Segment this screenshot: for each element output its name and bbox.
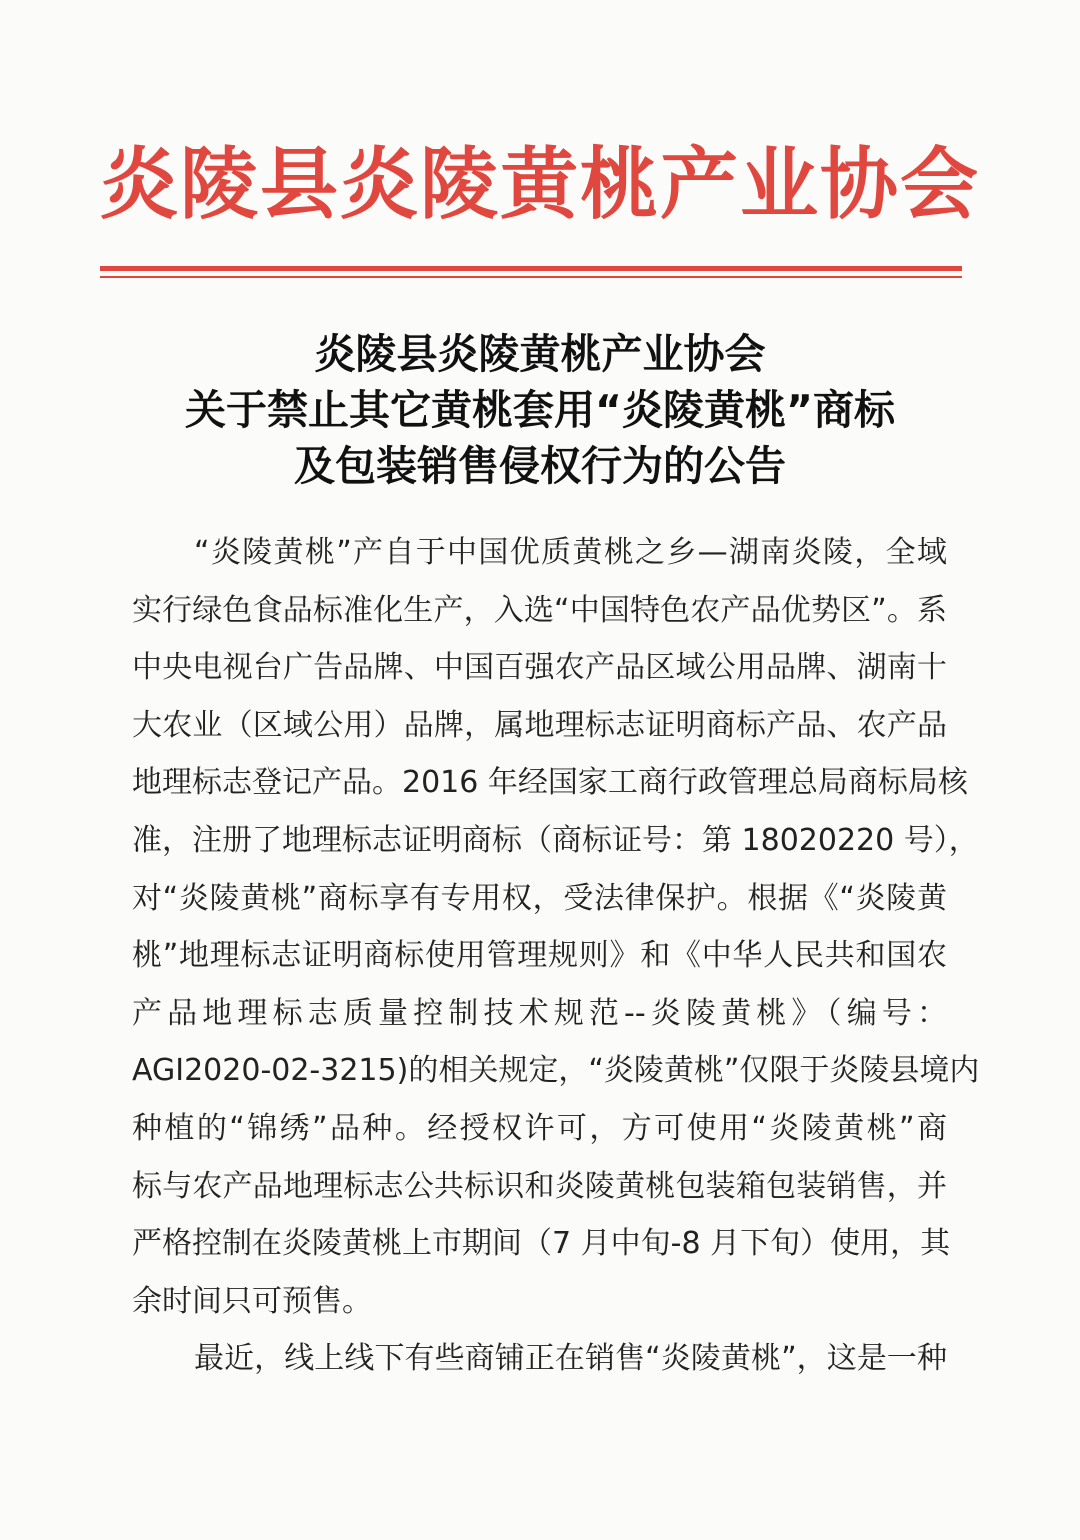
- notice-body: [132, 524, 980, 1388]
- notice-title-line: 炎陵县炎陵黄桃产业协会: [314, 330, 766, 378]
- paragraph-1-line: 对“炎陵黄桃”商标享有专用权，受法律保护。根据《“炎陵黄: [132, 880, 947, 916]
- paragraph-1-line: 严格控制在炎陵黄桃上市期间（7 月中旬-8 月下旬）使用，其: [132, 1226, 951, 1262]
- paragraph-1-line: 中央电视台广告品牌、中国百强农产品区域公用品牌、湖南十: [132, 650, 947, 686]
- letterhead-org-name: 炎陵县炎陵黄桃产业协会: [99, 140, 980, 230]
- paragraph-1-line: 地理标志登记产品。2016 年经国家工商行政管理总局商标局核: [132, 765, 968, 801]
- paragraph-1-line: 产品地理标志质量控制技术规范--炎陵黄桃》（编号：: [132, 995, 947, 1031]
- paragraph-1-line: AGI2020-02-3215)的相关规定，“炎陵黄桃”仅限于炎陵县境内: [132, 1053, 980, 1089]
- notice-title: [0, 326, 1080, 494]
- letterhead-rule-thin: [100, 276, 962, 278]
- paragraph-1-line: 余时间只可预售。: [132, 1283, 372, 1319]
- letterhead-rule-thick: [100, 266, 962, 271]
- paragraph-1-line: 准，注册了地理标志证明商标（商标证号：第 18020220 号），: [132, 822, 979, 858]
- paragraph-1-line: 种植的“锦绣”品种。经授权许可，方可使用“炎陵黄桃”商: [132, 1110, 947, 1146]
- paragraph-1-line: 实行绿色食品标准化生产，入选“中国特色农产品优势区”。系: [132, 592, 947, 628]
- paragraph-1-line: 桃”地理标志证明商标使用管理规则》和《中华人民共和国农: [132, 938, 947, 974]
- paragraph-1-line: 大农业（区域公用）品牌，属地理标志证明商标产品、农产品: [132, 707, 947, 743]
- paragraph-1-line: “炎陵黄桃”产自于中国优质黄桃之乡—湖南炎陵，全域: [194, 535, 947, 570]
- notice-title-line: 及包装销售侵权行为的公告: [294, 442, 786, 490]
- notice-title-line: 关于禁止其它黄桃套用“炎陵黄桃”商标: [185, 386, 895, 434]
- paragraph-2-line: 最近，线上线下有些商铺正在销售“炎陵黄桃”，这是一种: [194, 1341, 947, 1377]
- paragraph-1-line: 标与农产品地理标志公共标识和炎陵黄桃包装箱包装销售，并: [132, 1168, 947, 1204]
